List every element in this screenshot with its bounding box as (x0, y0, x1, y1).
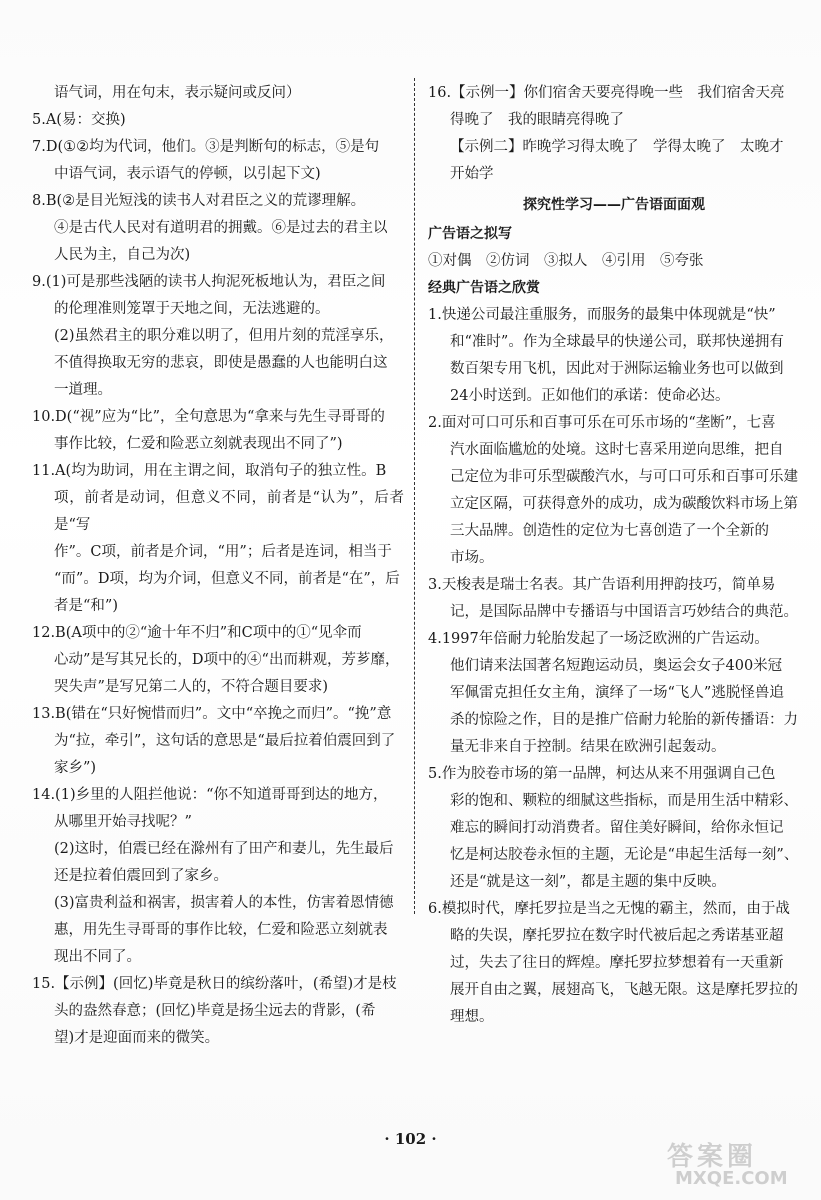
answer-item-9 (32, 701, 404, 782)
ad-item-1 (428, 302, 800, 410)
text-line: 得晚了 我的眼睛亮得晚了 (450, 112, 624, 128)
text-line: 量无非来自于控制。结果在欧洲引起轰动。 (450, 739, 726, 755)
text-line: 过，失去了往日的辉煌。摩托罗拉梦想着有一天重新 (450, 955, 784, 971)
answer-item-4 (32, 188, 404, 269)
text-line: 9.(1)可是那些浅陋的读书人拘泥死板地认为，君臣之间 (32, 274, 386, 290)
text-line: 7.D(①②均为代词，他们。③是判断句的标志，⑤是句 (32, 139, 380, 155)
text-line: 还是“就是这一刻”，都是主题的集中反映。 (450, 874, 726, 890)
text-line: 的伦理准则笼罩于天地之间，无法逃避的。 (54, 301, 330, 317)
text-line: 三大品牌。创造性的定位为七喜创造了一个全新的 (450, 523, 769, 539)
text-line: 24小时送到。正如他们的承诺：使命必达。 (450, 388, 730, 404)
text-line: 16.【示例一】你们宿舍天要亮得晚一些 我们宿舍天亮 (428, 85, 785, 101)
text-line: 记，是国际品牌中专播语与中国语言巧妙结合的典范。 (450, 604, 798, 620)
ad-item-6 (428, 896, 800, 1031)
text-line: 13.B(错在“只好惋惜而归”。文中“卒挽之而归”。“挽”意 (32, 706, 392, 722)
text-line: 开始学 (450, 166, 494, 182)
watermark-sub-text: MXQE.COM (675, 1168, 788, 1189)
text-line: 语气词，用在句末，表示疑问或反问） (54, 85, 301, 101)
text-line: (3)富贵利益和祸害，损害着人的本性，仿害着恩情德 (54, 895, 394, 911)
text-line: 数百架专用飞机，因此对于洲际运输业务也可以做到 (450, 361, 784, 377)
text-line: 一道理。 (54, 382, 112, 398)
text-line: 军佩雷克担任女主角，演绎了一场“飞人”逃脱怪兽追 (450, 685, 784, 701)
text-line: 为“拉，牵引”，这句话的意思是“最后拉着伯震回到了 (54, 733, 396, 749)
text-line: 【示例二】昨晚学习得太晚了 学得太晚了 太晚才 (450, 139, 784, 155)
text-line: 难忘的瞬间打动消费者。留住美好瞬间，给你永恒记 (450, 820, 784, 836)
text-line: 中语气词，表示语气的停顿，以引起下文) (54, 166, 321, 182)
text-line: 6.模拟时代，摩托罗拉是当之无愧的霸主，然而，由于战 (428, 901, 790, 917)
text-line: 14.(1)乡里的人阻拦他说：“你不知道哥哥到达的地方， (32, 787, 388, 803)
watermark-main-text: 答案圈 (667, 1142, 758, 1172)
ad-item-4 (428, 626, 800, 761)
text-line: 现出不同了。 (54, 949, 141, 965)
text-line: 5.A(易：交换) (32, 112, 126, 128)
text-line: 理想。 (450, 1009, 494, 1025)
answer-item-3 (32, 134, 404, 188)
text-line: 2.面对可口可乐和百事可乐在可乐市场的“垄断”，七喜 (428, 415, 776, 431)
section-title: 探究性学习——广告语面面观 (523, 197, 705, 213)
text-line: 己定位为非可乐型碳酸汽水，与可口可乐和百事可乐建 (450, 469, 798, 485)
text-line: 市场。 (450, 550, 494, 566)
answer-item-1 (32, 80, 404, 107)
text-line: 头的盎然春意；(回忆)毕竟是扬尘远去的背影，(希 (54, 1003, 376, 1019)
answer-item-16-1 (428, 80, 800, 188)
answer-item-11 (32, 971, 404, 1052)
text-line: 15.【示例】(回忆)毕竟是秋日的缤纷落叶，(希望)才是枝 (32, 976, 397, 992)
text-line: 从哪里开始寻找呢？” (54, 814, 192, 830)
text-line: 不值得换取无穷的悲哀，即使是愚蠢的人也能明白这 (54, 355, 388, 371)
text-line: 惠，用先生寻哥哥的事作比较，仁爱和险恶立刻就表 (54, 922, 388, 938)
text-line: 12.B(A项中的②“逾十年不归”和C项中的①“见伞而 (32, 625, 362, 641)
text-line: ④是古代人民对有道明君的拥戴。⑥是过去的君主以 (54, 220, 388, 236)
text-line: “而”。D项，均为介词，但意义不同，前者是“在”，后 (54, 571, 400, 587)
text-line: 忆是柯达胶卷永恒的主题，无论是“串起生活每一刻”、 (450, 847, 799, 863)
answer-item-5 (32, 269, 404, 404)
text-line: 11.A(均为助词，用在主谓之间，取消句子的独立性。B (32, 463, 387, 479)
text-line: 和“准时”。作为全球最早的快递公司，联邦快递拥有 (450, 334, 784, 350)
text-line: 彩的饱和、颗粒的细腻这些指标，而是用生活中精彩、 (450, 793, 798, 809)
ad-item-5 (428, 761, 800, 896)
text-line: 5.作为胶卷市场的第一品牌，柯达从来不用强调自己色 (428, 766, 776, 782)
text-line: 还是拉着伯震回到了家乡。 (54, 868, 228, 884)
answer-item-10 (32, 782, 404, 971)
text-line: 哭失声”是写兄第二人的，不符合题目要求) (54, 679, 329, 695)
answer-item-2 (32, 107, 404, 134)
ad-item-3 (428, 572, 800, 626)
answer-item-8 (32, 620, 404, 701)
text-line: 他们请来法国著名短跑运动员，奥运会女子400米冠 (450, 658, 783, 674)
text-line: 10.D(“视”应为“比”，全句意思为“拿来与先生寻哥哥的 (32, 409, 385, 425)
text-line: 人民为主，自己为次) (54, 247, 191, 263)
text-line: 事作比较，仁爱和险恶立刻就表现出不同了”) (54, 436, 343, 452)
text-line: (2)这时，伯震已经在滁州有了田产和妻儿，先生最后 (54, 841, 394, 857)
text-line: 者是“和”) (54, 598, 118, 614)
rhetoric-techniques: ①对偶 ②仿词 ③拟人 ④引用 ⑤夸张 (428, 253, 704, 269)
left-column (32, 80, 404, 1052)
text-line: 1.快递公司最注重服务，而服务的最集中体现就是“快” (428, 307, 776, 323)
page-number: · 102 · (384, 1130, 437, 1148)
text-line: (2)虽然君主的职分难以明了，但用片刻的荒淫享乐， (54, 328, 394, 344)
text-line: 略的失误，摩托罗拉在数字时代被后起之秀诺基亚超 (450, 928, 784, 944)
text-line: 心动”是写其兄长的，D项中的④“出而耕观，芳芗靡， (54, 652, 400, 668)
text-line: 汽水面临尴尬的处境。这时七喜采用逆向思维，把自 (450, 442, 784, 458)
text-line: 项，前者是动词，但意义不同，前者是“认为”，后者是“写 (54, 490, 404, 533)
text-line: 立定区隔，可获得意外的成功，成为碳酸饮料市场上第 (450, 496, 798, 512)
right-column (428, 80, 800, 1031)
answer-item-7 (32, 458, 404, 620)
text-line: 3.天梭表是瑞士名表。其广告语利用押韵技巧，简单易 (428, 577, 776, 593)
answer-item-6 (32, 404, 404, 458)
watermark-logo (653, 1134, 813, 1192)
subtitle-ad-writing: 广告语之拟写 (428, 226, 512, 242)
column-divider (414, 78, 415, 914)
text-line: 展开自由之翼，展翅高飞，飞越无限。这是摩托罗拉的 (450, 982, 798, 998)
ad-item-2 (428, 410, 800, 572)
subtitle-ad-appreciation: 经典广告语之欣赏 (428, 280, 540, 296)
text-line: 杀的惊险之作，目的是推广倍耐力轮胎的新传播语：力 (450, 712, 798, 728)
text-line: 望)才是迎面而来的微笑。 (54, 1030, 220, 1046)
text-line: 作”。C项，前者是介词，“用”；后者是连词，相当于 (54, 544, 392, 560)
text-line: 8.B(②是目光短浅的读书人对君臣之义的荒谬理解。 (32, 193, 366, 209)
text-line: 4.1997年倍耐力轮胎发起了一场泛欧洲的广告运动。 (428, 631, 769, 647)
text-line: 家乡”) (54, 760, 97, 776)
